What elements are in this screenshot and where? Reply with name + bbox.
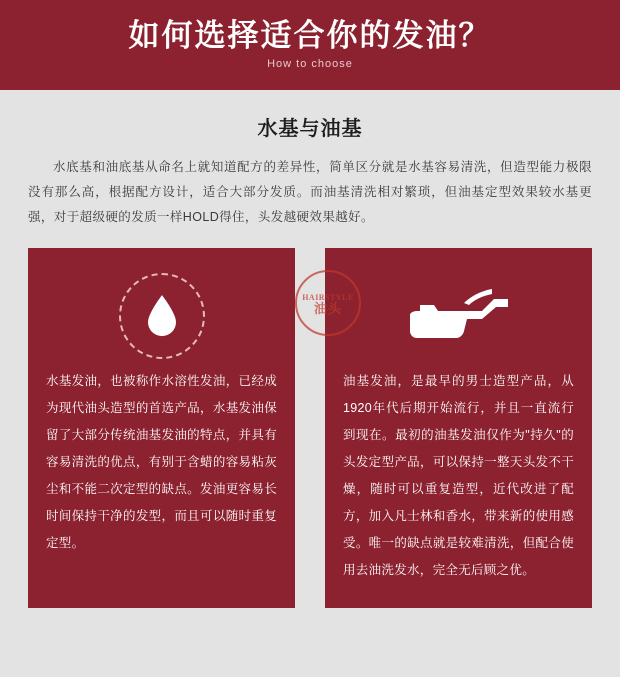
- intro-section: [0, 90, 620, 230]
- watermark-stamp-top: HAIRSTYLE: [302, 293, 354, 302]
- comparison-cards: [0, 248, 620, 608]
- card-oil-based-text: 油基发油，是最早的男士造型产品，从1920年代后期开始流行，并且一直流行到现在。最初的油基发油仅作为"持久"的头发定型产品，可以保持一整天头发不干燥，随时可以重复造型，近代改进了配方，加入凡士林和香水，带来新的使用感受。唯一的缺点就是较难清洗，但配合使用去油洗发水，完全无后顾之优。: [343, 374, 574, 577]
- card-oil-based: [325, 248, 592, 608]
- intro-paragraph: 水底基和油底基从命名上就知道配方的差异性，简单区分就是水基容易清洗，但造型能力极限没有那么高，根据配方设计，适合大部分发质。而油基清洗相对繁琐，但油基定型效果较水基更强，对于超级硬的发质一样HOLD得住，头发越硬效果越好。: [28, 160, 592, 224]
- oil-can-icon: [404, 285, 514, 347]
- card-water-based: [28, 248, 295, 608]
- page-title: 如何选择适合你的发油？: [128, 18, 492, 53]
- page-subtitle: How to choose: [267, 58, 353, 70]
- dashed-circle-decoration: [119, 273, 205, 359]
- footer-spacer: [0, 608, 620, 648]
- card-water-based-text: 水基发油，也被称作水溶性发油，已经成为现代油头造型的首选产品，水基发油保留了大部分传统油基发油的特点，并具有容易清洗的优点，有别于含蜡的容易粘灰尘和不能二次定型的缺点。发油更容易长时间保持干净的发型，而且可以随时重复定型。: [46, 374, 277, 550]
- header-banner: [0, 0, 620, 90]
- section-title: 水基与油基: [257, 118, 363, 140]
- watermark-stamp-middle: 油头: [313, 301, 342, 316]
- water-drop-icon-wrap: [46, 270, 277, 362]
- oil-can-icon-wrap: [343, 270, 574, 362]
- water-drop-icon: [145, 293, 179, 337]
